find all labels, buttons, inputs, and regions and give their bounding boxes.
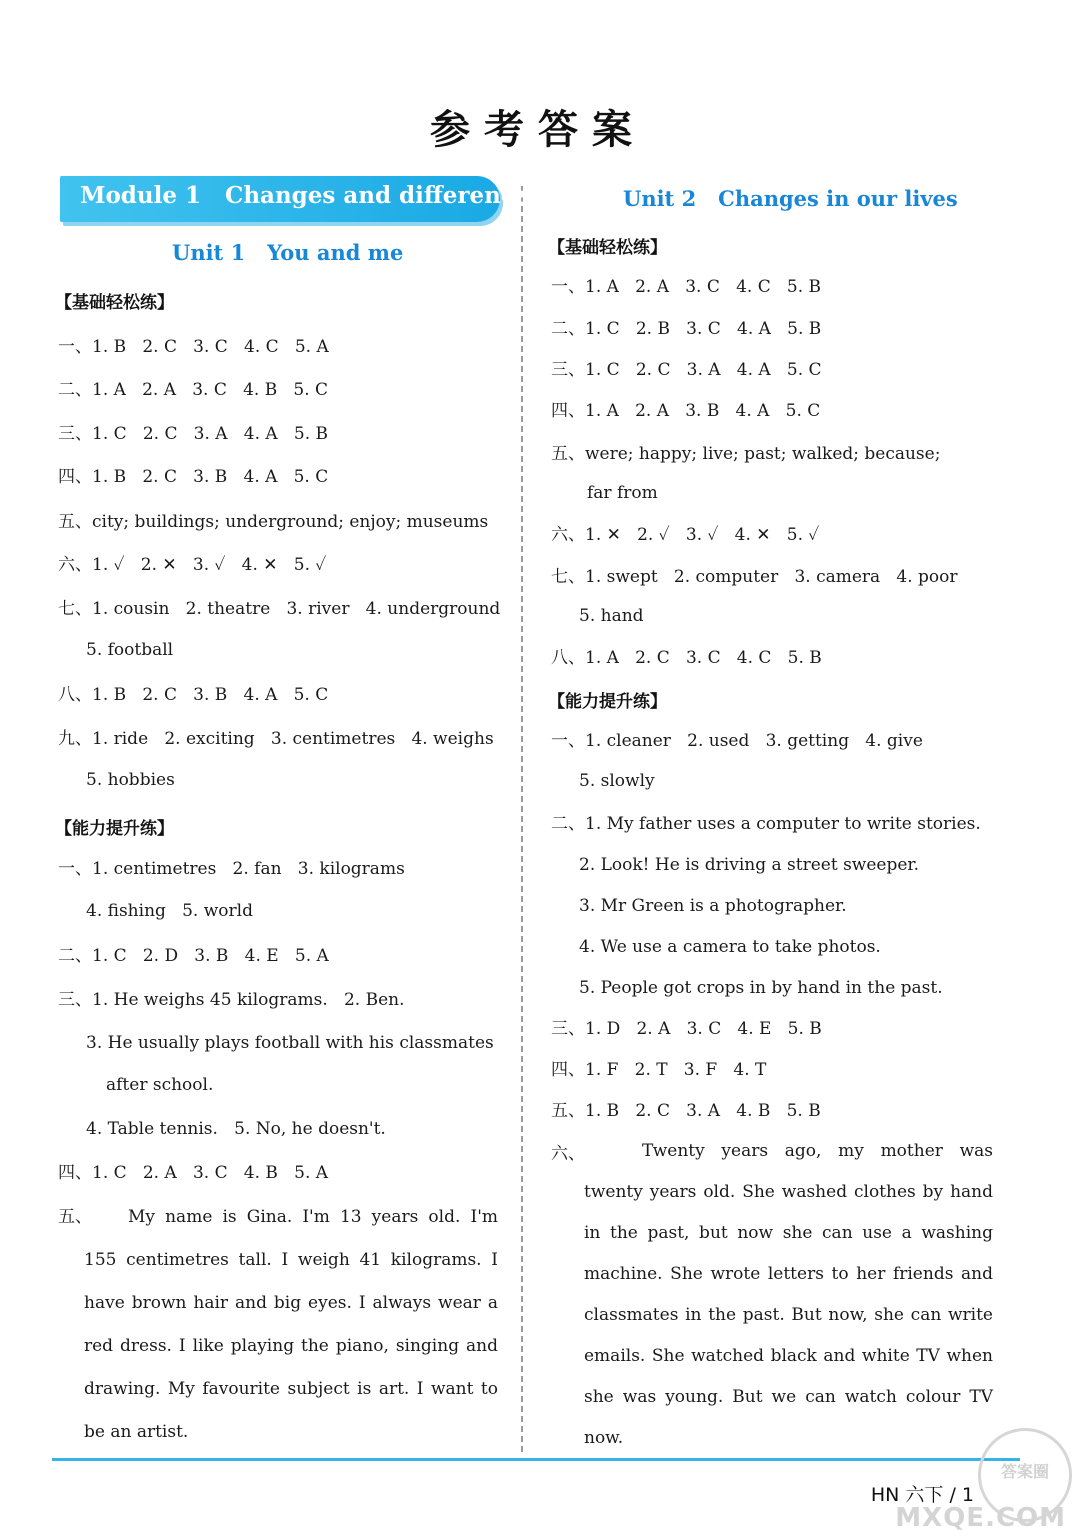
answer-line: 3. Mr Green is a photographer. [579, 896, 847, 916]
answer-line: 三、1. He weighs 45 kilograms. 2. Ben. [58, 990, 405, 1010]
answer-line: 五、city; buildings; underground; enjoy; museums [58, 512, 489, 532]
essay-paragraph: Twenty years ago, my mother was twenty years old. She washed clothes by hand in the past, but now she can use a washing machine. She wrote letters to her friends and classmates in the past. But now, she can write emails. She watched black and white TV when she was young. But we can watch colour TV now. [584, 1141, 993, 1448]
watermark-logo: 答案圈 [978, 1428, 1072, 1522]
answer-line: 八、1. A 2. C 3. C 4. C 5. B [551, 648, 822, 668]
answer-line: after school. [106, 1075, 214, 1095]
answer-line: 5. hobbies [86, 770, 175, 790]
answer-line: 4. Table tennis. 5. No, he doesn't. [86, 1119, 386, 1139]
essay-label: 六、 [551, 1144, 585, 1164]
answer-line: 一、1. A 2. A 3. C 4. C 5. B [551, 277, 822, 297]
answer-line: 二、1. A 2. A 3. C 4. B 5. C [58, 380, 329, 400]
answer-line: 5. slowly [579, 771, 655, 791]
answer-line: 5. hand [579, 606, 644, 626]
answer-line: 5. football [86, 640, 174, 660]
answer-line: 二、1. My father uses a computer to write stories. [551, 814, 981, 834]
answer-line: 八、1. B 2. C 3. B 4. A 5. C [58, 685, 329, 705]
module-banner [60, 176, 543, 222]
answer-line: 三、1. C 2. C 3. A 4. A 5. C [551, 360, 822, 380]
answer-line: 五、1. B 2. C 3. A 4. B 5. B [551, 1101, 821, 1121]
answer-line: 3. He usually plays football with his classmates [86, 1033, 494, 1053]
page-title: 参考答案 [430, 107, 646, 153]
answer-line: 四、1. F 2. T 3. F 4. T [551, 1060, 767, 1080]
left-basic-heading: 【基础轻松练】 [55, 293, 174, 313]
answer-line: 五、were; happy; live; past; walked; because; [551, 444, 941, 464]
left-advanced-heading: 【能力提升练】 [55, 819, 174, 839]
answer-line: 六、1. ✓ 2. ✕ 3. ✓ 4. ✕ 5. ✓ [58, 555, 327, 575]
column-divider [521, 186, 523, 1452]
essay-label: 五、 [58, 1207, 92, 1227]
answer-line: 2. Look! He is driving a street sweeper. [579, 855, 920, 875]
answer-line: 七、1. swept 2. computer 3. camera 4. poor [551, 567, 958, 587]
answer-line: 六、1. ✕ 2. ✓ 3. ✓ 4. ✕ 5. ✓ [551, 525, 820, 545]
bottom-rule [52, 1458, 1020, 1461]
answer-line: far from [587, 483, 658, 503]
watermark-site: MXQE.COM [895, 1503, 1066, 1533]
answer-line: 七、1. cousin 2. theatre 3. river 4. underground [58, 599, 501, 619]
answer-line: 4. We use a camera to take photos. [579, 937, 881, 957]
answer-line: 三、1. C 2. C 3. A 4. A 5. B [58, 424, 329, 444]
right-basic-heading: 【基础轻松练】 [548, 238, 667, 258]
answer-line: 一、1. centimetres 2. fan 3. kilograms [58, 859, 405, 879]
answer-line: 三、1. D 2. A 3. C 4. E 5. B [551, 1019, 822, 1039]
answer-line: 二、1. C 2. B 3. C 4. A 5. B [551, 319, 822, 339]
unit-1-title: Unit 1 You and me [172, 240, 404, 265]
module-title: Module 1 Changes and differences [80, 182, 543, 209]
answer-line: 4. fishing 5. world [86, 901, 253, 921]
answer-line: 九、1. ride 2. exciting 3. centimetres 4. weighs [58, 729, 494, 749]
answer-line: 四、1. B 2. C 3. B 4. A 5. C [58, 467, 329, 487]
answer-line: 5. People got crops in by hand in the past. [579, 978, 943, 998]
answer-line: 一、1. B 2. C 3. C 4. C 5. A [58, 337, 329, 357]
answer-line: 四、1. A 2. A 3. B 4. A 5. C [551, 401, 821, 421]
answer-line: 二、1. C 2. D 3. B 4. E 5. A [58, 946, 329, 966]
answer-line: 一、1. cleaner 2. used 3. getting 4. give [551, 731, 923, 751]
page-footer: HN 六下 / 1 [870, 1484, 974, 1506]
answer-line: 四、1. C 2. A 3. C 4. B 5. A [58, 1163, 329, 1183]
unit-2-title: Unit 2 Changes in our lives [623, 186, 958, 211]
essay-paragraph: My name is Gina. I'm 13 years old. I'm 155 centimetres tall. I weigh 41 kilograms. I have brown hair and big eyes. I always wear a red dress. I like playing the piano, singing and drawing. My favourite subject is art. I want to be an artist. [84, 1207, 498, 1442]
right-advanced-heading: 【能力提升练】 [548, 692, 667, 712]
